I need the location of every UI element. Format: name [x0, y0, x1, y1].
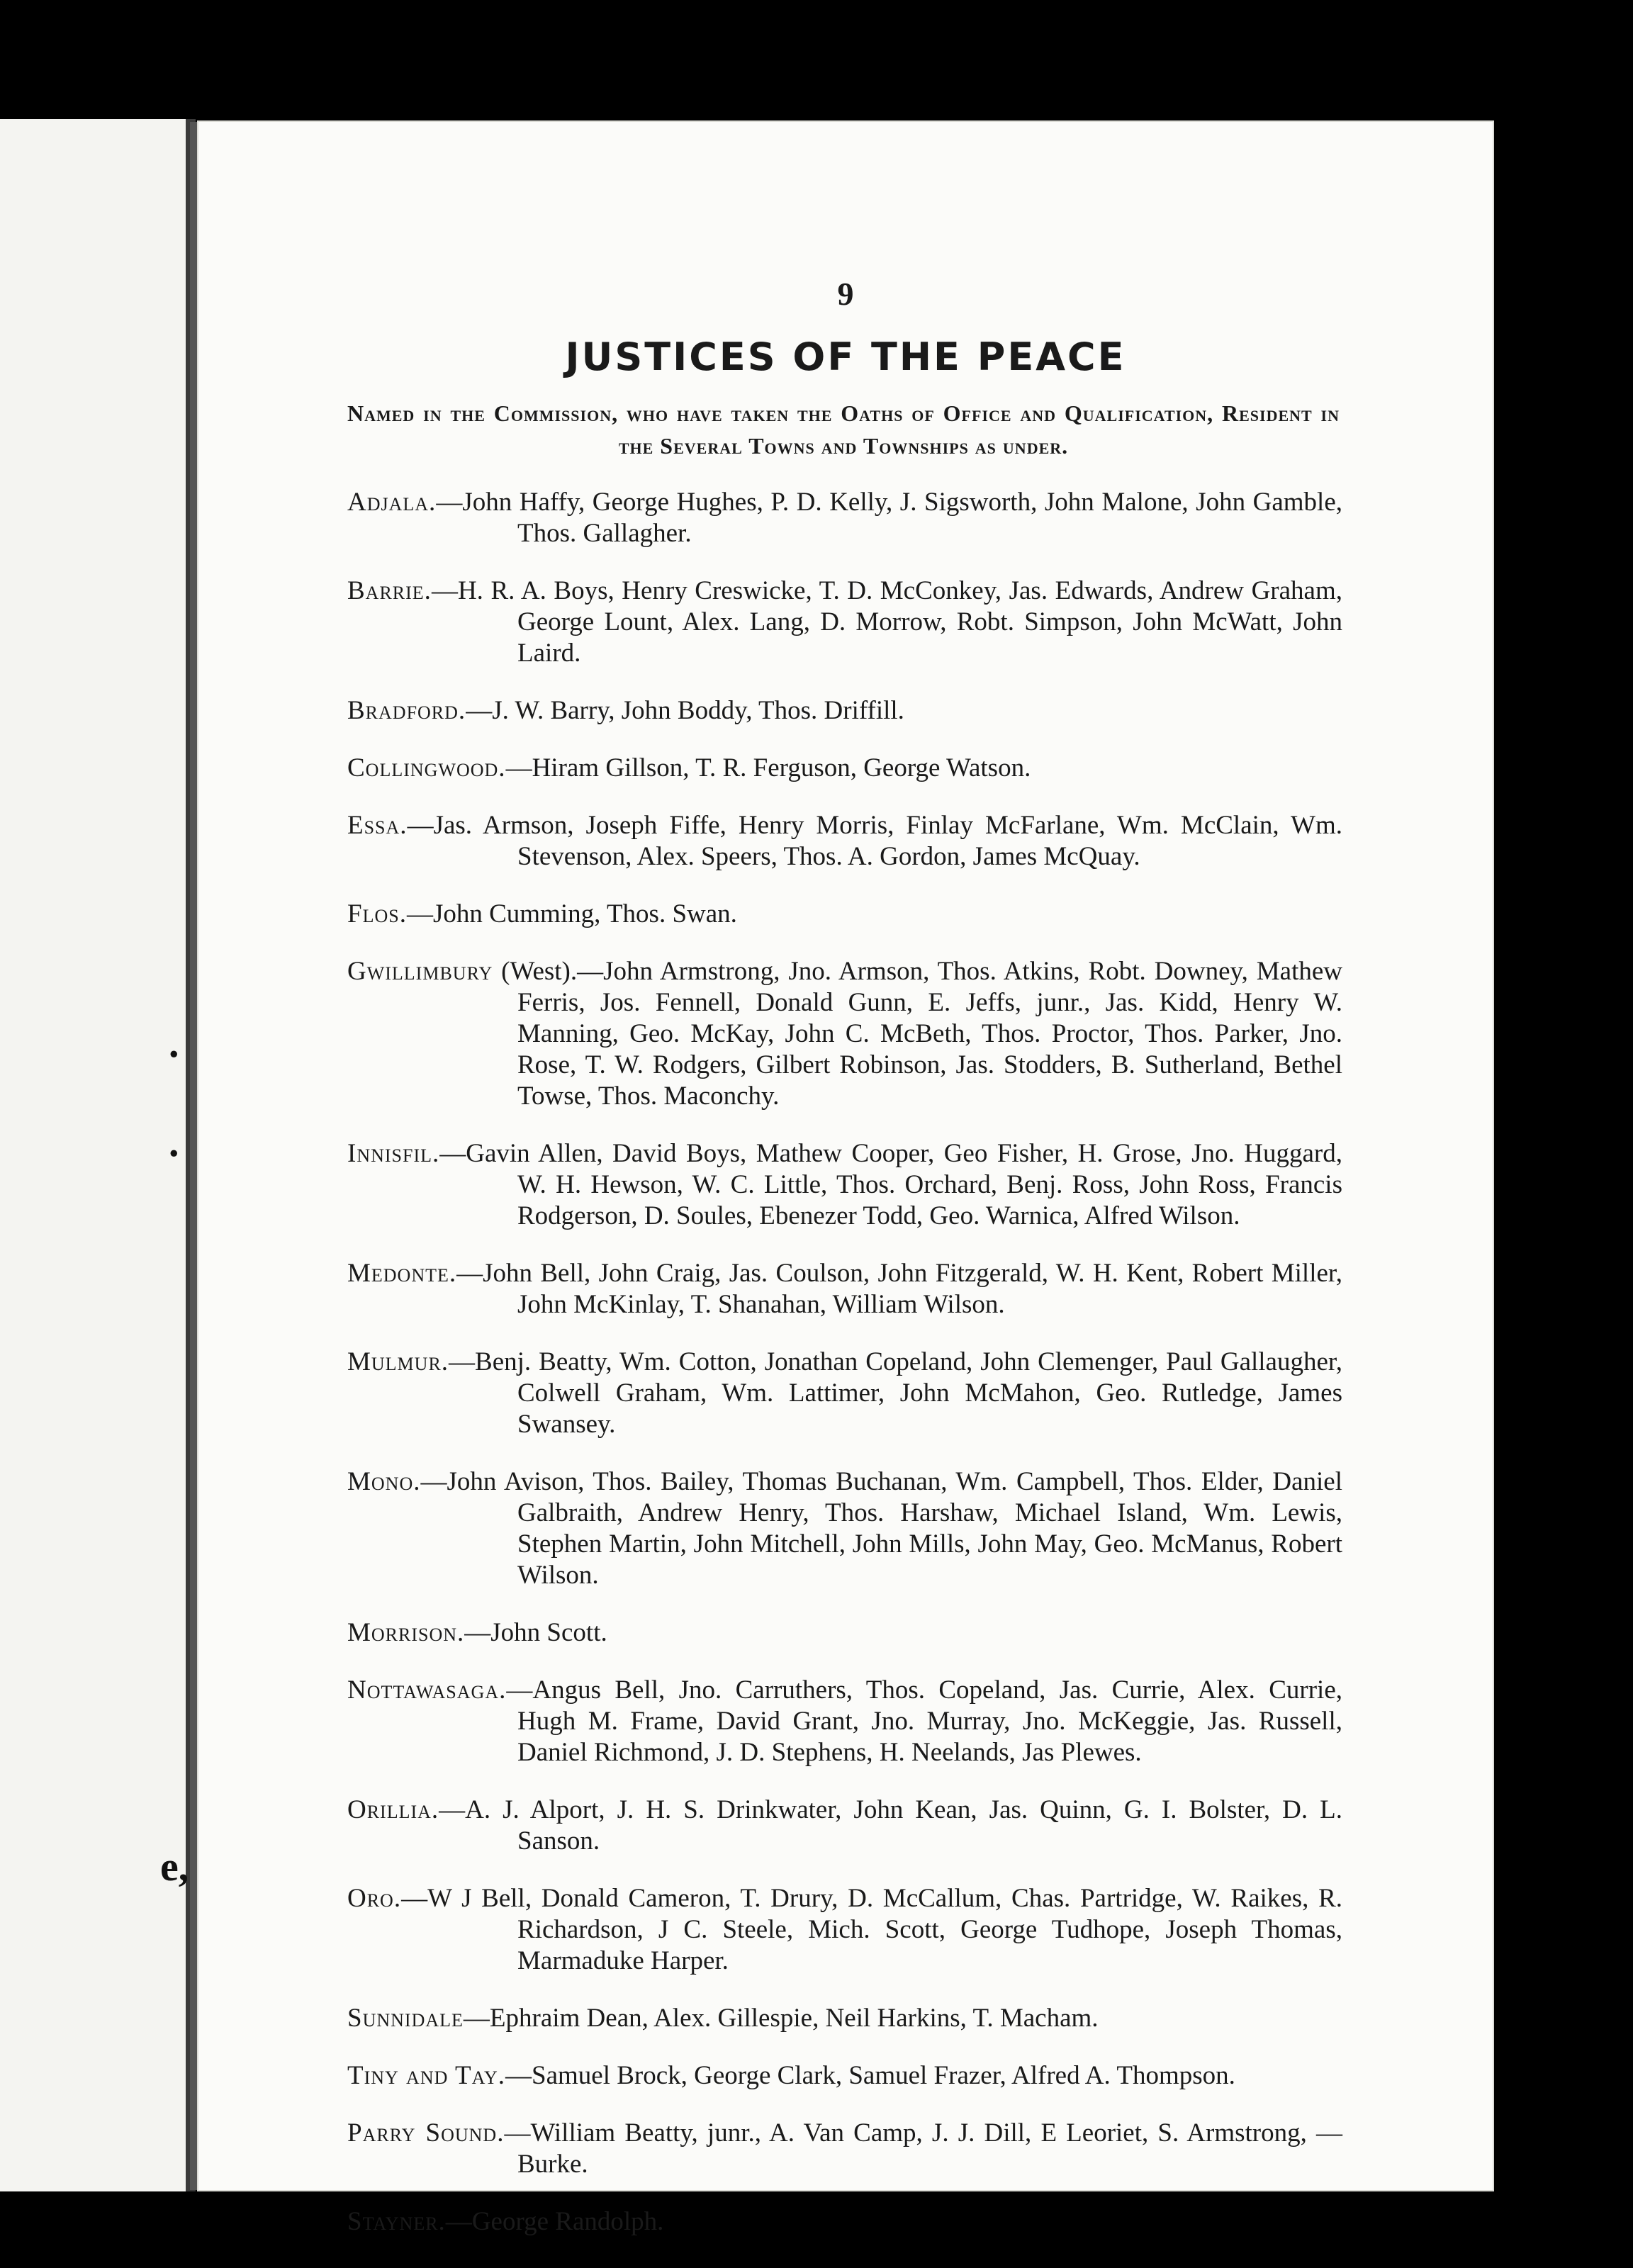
justice-names: —Benj. Beatty, Wm. Cotton, Jonathan Copeland, John Clemenger, Paul Gallaugher, Colwell Graham, Wm. Lattimer, John McMahon, Geo. Rutledge, James Swansey. — [449, 1347, 1342, 1439]
place-name: Sunnidale — [347, 2004, 464, 2033]
justice-names: —John Cumming, Thos. Swan. — [406, 899, 737, 928]
margin-mark: e, — [160, 1843, 189, 1890]
list-item — [347, 1347, 1342, 1440]
justice-names: —Hiram Gillson, T. R. Ferguson, George Watson. — [505, 753, 1031, 782]
place-name: Oro. — [347, 1884, 402, 1913]
page-number: 9 — [837, 276, 854, 312]
justice-names: —H. R. A. Boys, Henry Creswicke, T. D. McConkey, Jas. Edwards, Andrew Graham, George Lount, Alex. Lang, D. Morrow, Robt. Simpson, John McWatt, John Laird. — [431, 576, 1342, 668]
justice-names: —George Randolph. — [445, 2207, 664, 2236]
place-name: Flos. — [347, 899, 407, 928]
list-item — [347, 753, 1342, 784]
list-item — [347, 1883, 1342, 1977]
place-name: Barrie. — [347, 576, 432, 605]
place-name: Bradford. — [347, 696, 466, 725]
margin-mark: . — [169, 1119, 179, 1165]
justice-names: —John Scott. — [464, 1618, 607, 1647]
justice-names: —Angus Bell, Jno. Carruthers, Thos. Copeland, Jas. Currie, Alex. Currie, Hugh M. Frame, David Grant, Jno. Murray, Jno. McKeggie, Jas. Russell, Daniel Richmond, J. D. Stephens, H. Neelands, Jas Plewes. — [506, 1675, 1342, 1767]
list-item — [347, 1138, 1342, 1232]
document-page — [197, 120, 1494, 2236]
justice-names: —Jas. Armson, Joseph Fiffe, Henry Morris, Finlay McFarlane, Wm. McClain, Wm. Stevenson, Alex. Speers, Thos. A. Gordon, James McQuay. — [407, 811, 1342, 871]
list-item — [347, 1675, 1342, 1768]
justice-names: —A. J. Alport, J. H. S. Drinkwater, John Kean, Jas. Quinn, G. I. Bolster, D. L. Sanson. — [439, 1795, 1342, 1856]
justice-names: —John Avison, Thos. Bailey, Thomas Buchanan, Wm. Campbell, Thos. Elder, Daniel Galbraith, Andrew Henry, Thos. Harshaw, Michael Island, Wm. Lewis, Stephen Martin, John Mitchell, John Mills, John May, Geo. McManus, Robert Wilson. — [420, 1467, 1342, 1590]
place-name: Nottawasaga. — [347, 1675, 507, 1705]
list-item — [347, 2206, 1342, 2238]
list-item — [347, 1617, 1342, 1649]
margin-mark: . — [169, 1020, 179, 1066]
place-name: Innisfil. — [347, 1139, 440, 1168]
place-name: Mono. — [347, 1467, 421, 1496]
justice-names: —J. W. Barry, John Boddy, Thos. Driffill. — [466, 696, 904, 725]
list-item — [347, 1258, 1342, 1320]
place-name: Tiny and Tay. — [347, 2061, 505, 2090]
place-name: Morrison. — [347, 1618, 465, 1647]
place-name: Medonte. — [347, 1259, 457, 1288]
place-name: Essa. — [347, 811, 408, 840]
justice-names: —John Haffy, George Hughes, P. D. Kelly, J. Sigsworth, John Malone, John Gamble, Thos. Gallagher. — [436, 488, 1342, 548]
list-item — [347, 2060, 1342, 2092]
list-item — [347, 1466, 1342, 1591]
place-name: Adjala. — [347, 488, 437, 517]
justice-names: —Ephraim Dean, Alex. Gillespie, Neil Harkins, T. Macham. — [463, 2004, 1099, 2033]
list-item — [347, 1795, 1342, 1857]
page-gutter — [190, 122, 197, 2190]
list-item — [347, 2003, 1342, 2034]
justice-names: —Samuel Brock, George Clark, Samuel Frazer, Alfred A. Thompson. — [505, 2061, 1235, 2090]
entries-list — [347, 461, 1342, 2250]
list-item — [347, 695, 1342, 726]
justice-names: —John Bell, John Craig, Jas. Coulson, John Fitzgerald, W. H. Kent, Robert Miller, John McKinlay, T. Shanahan, William Wilson. — [456, 1259, 1342, 1319]
list-item — [347, 576, 1342, 669]
list-item — [347, 2118, 1342, 2180]
list-item — [347, 956, 1342, 1112]
justice-names: —Gavin Allen, David Boys, Mathew Cooper, Geo Fisher, H. Grose, Jno. Huggard, W. H. Hewson, W. C. Little, Thos. Orchard, Benj. Ross, John Ross, Francis Rodgerson, D. Soules, Ebenezer Todd, Geo. Warnica, Alfred Wilson. — [439, 1139, 1342, 1230]
justice-names: —W J Bell, Donald Cameron, T. Drury, D. McCallum, Chas. Partridge, W. Raikes, R. Richardson, J C. Steele, Mich. Scott, George Tudhope, Joseph Thomas, Marmaduke Harper. — [401, 1884, 1342, 1975]
place-name: Orillia. — [347, 1795, 439, 1824]
justice-names: (West).—John Armstrong, Jno. Armson, Thos. Atkins, Robt. Downey, Mathew Ferris, Jos. Fennell, Donald Gunn, E. Jeffs, junr., Jas. Kidd, Henry W. Manning, Geo. McKay, John C. McBeth, Thos. Proctor, Thos. Parker, Jno. Rose, T. W. Rodgers, Gilbert Robinson, Jas. Stodders, B. Sutherland, Bethel Towse, Thos. Maconchy. — [493, 957, 1342, 1111]
list-item — [347, 899, 1342, 930]
place-name: Gwillimbury — [347, 957, 493, 986]
justice-names: —William Beatty, junr., A. Van Camp, J. J. Dill, E Leoriet, S. Armstrong, — Burke. — [504, 2118, 1343, 2179]
place-name: Stayner. — [347, 2207, 446, 2236]
page-subtitle: Named in the Commission, who have taken the Oaths of Office and Qualification, Resident in the Several Towns and Townships as under. — [347, 400, 1340, 459]
place-name: Mulmur. — [347, 1347, 449, 1376]
list-item — [347, 487, 1342, 549]
page-title: JUSTICES OF THE PEACE — [565, 335, 1126, 379]
list-item — [347, 810, 1342, 872]
place-name: Collingwood. — [347, 753, 506, 782]
place-name: Parry Sound. — [347, 2118, 505, 2148]
